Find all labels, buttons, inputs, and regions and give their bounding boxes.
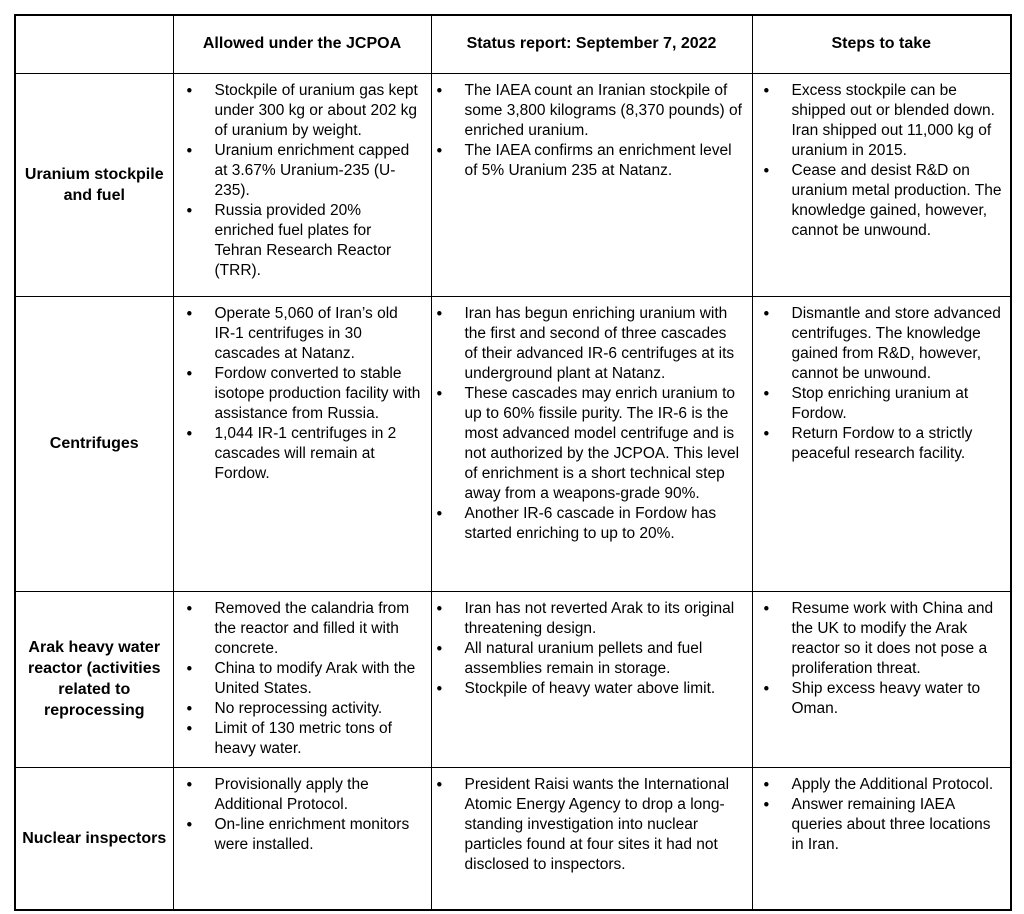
row-label-arak-reactor: Arak heavy water reactor (activities related to reprocessing [15, 591, 173, 767]
bullet-item: • President Raisi wants the International Atomic Energy Agency to drop a long-standing investigation into nuclear particles found at four sites it had not disclosed to inspectors. [465, 775, 744, 875]
bullet-list [753, 775, 1003, 855]
bullet-item: • Resume work with China and the UK to modify the Arak reactor so it does not pose a proliferation threat. [792, 599, 1003, 679]
bullet-list [432, 599, 744, 699]
cell-uranium-steps [752, 73, 1011, 296]
header-allowed-under-jcpoa: Allowed under the JCPOA [173, 15, 431, 73]
bullet-item: • Excess stockpile can be shipped out or blended down. Iran shipped out 11,000 kg of uranium in 2015. [792, 81, 1003, 161]
table-row-centrifuges [15, 296, 1011, 591]
bullet-item: • Apply the Additional Protocol. [792, 775, 1003, 795]
cell-arak-status [431, 591, 752, 767]
bullet-list [432, 81, 744, 181]
bullet-list [174, 775, 423, 855]
bullet-list [432, 304, 744, 544]
header-row [15, 15, 1011, 73]
cell-inspectors-steps [752, 767, 1011, 910]
bullet-item: • Stop enriching uranium at Fordow. [792, 384, 1003, 424]
bullet-item: • Stockpile of heavy water above limit. [465, 679, 744, 699]
header-status-report: Status report: September 7, 2022 [431, 15, 752, 73]
bullet-item: • Return Fordow to a strictly peaceful research facility. [792, 424, 1003, 464]
bullet-item: • The IAEA confirms an enrichment level of 5% Uranium 235 at Natanz. [465, 141, 744, 181]
cell-uranium-status [431, 73, 752, 296]
bullet-item: • Cease and desist R&D on uranium metal production. The knowledge gained, however, cannot be unwound. [792, 161, 1003, 241]
bullet-list [174, 81, 423, 281]
bullet-list [753, 304, 1003, 464]
table-row-uranium-stockpile [15, 73, 1011, 296]
row-label-uranium-stockpile: Uranium stockpile and fuel [15, 73, 173, 296]
bullet-item: • Iran has begun enriching uranium with the first and second of three cascades of their advanced IR-6 centrifuges at its underground plant at Natanz. [465, 304, 744, 384]
jcpoa-status-table [14, 14, 1012, 911]
bullet-item: • Limit of 130 metric tons of heavy water. [215, 719, 423, 759]
header-corner-cell [15, 15, 173, 73]
cell-arak-allowed [173, 591, 431, 767]
bullet-list [174, 304, 423, 484]
bullet-item: • Russia provided 20% enriched fuel plates for Tehran Research Reactor (TRR). [215, 201, 423, 281]
bullet-list [753, 599, 1003, 719]
table-row-nuclear-inspectors [15, 767, 1011, 910]
row-label-nuclear-inspectors: Nuclear inspectors [15, 767, 173, 910]
bullet-item: • Fordow converted to stable isotope production facility with assistance from Russia. [215, 364, 423, 424]
bullet-item: • No reprocessing activity. [215, 699, 423, 719]
bullet-list [432, 775, 744, 875]
bullet-item: • Removed the calandria from the reactor and filled it with concrete. [215, 599, 423, 659]
bullet-item: • China to modify Arak with the United States. [215, 659, 423, 699]
bullet-item: • Another IR-6 cascade in Fordow has started enriching to up to 20%. [465, 504, 744, 544]
bullet-item: • Provisionally apply the Additional Protocol. [215, 775, 423, 815]
bullet-item: • The IAEA count an Iranian stockpile of some 3,800 kilograms (8,370 pounds) of enriched uranium. [465, 81, 744, 141]
table-row-arak-reactor [15, 591, 1011, 767]
cell-inspectors-allowed [173, 767, 431, 910]
row-label-centrifuges: Centrifuges [15, 296, 173, 591]
bullet-item: • These cascades may enrich uranium to up to 60% fissile purity. The IR-6 is the most advanced model centrifuge and is not authorized by the JCPOA. This level of enrichment is a short technical step away from a weapons-grade 90%. [465, 384, 744, 504]
cell-uranium-allowed [173, 73, 431, 296]
header-steps-to-take: Steps to take [752, 15, 1011, 73]
bullet-item: • On-line enrichment monitors were installed. [215, 815, 423, 855]
bullet-item: • 1,044 IR-1 centrifuges in 2 cascades will remain at Fordow. [215, 424, 423, 484]
bullet-list [753, 81, 1003, 241]
cell-arak-steps [752, 591, 1011, 767]
cell-centrifuges-steps [752, 296, 1011, 591]
bullet-item: • Dismantle and store advanced centrifuges. The knowledge gained from R&D, however, cannot be unwound. [792, 304, 1003, 384]
cell-centrifuges-allowed [173, 296, 431, 591]
cell-inspectors-status [431, 767, 752, 910]
bullet-item: • Ship excess heavy water to Oman. [792, 679, 1003, 719]
bullet-item: • All natural uranium pellets and fuel assemblies remain in storage. [465, 639, 744, 679]
bullet-item: • Uranium enrichment capped at 3.67% Uranium-235 (U-235). [215, 141, 423, 201]
bullet-item: • Stockpile of uranium gas kept under 300 kg or about 202 kg of uranium by weight. [215, 81, 423, 141]
bullet-list [174, 599, 423, 759]
bullet-item: • Iran has not reverted Arak to its original threatening design. [465, 599, 744, 639]
bullet-item: • Operate 5,060 of Iran’s old IR-1 centrifuges in 30 cascades at Natanz. [215, 304, 423, 364]
bullet-item: • Answer remaining IAEA queries about three locations in Iran. [792, 795, 1003, 855]
cell-centrifuges-status [431, 296, 752, 591]
